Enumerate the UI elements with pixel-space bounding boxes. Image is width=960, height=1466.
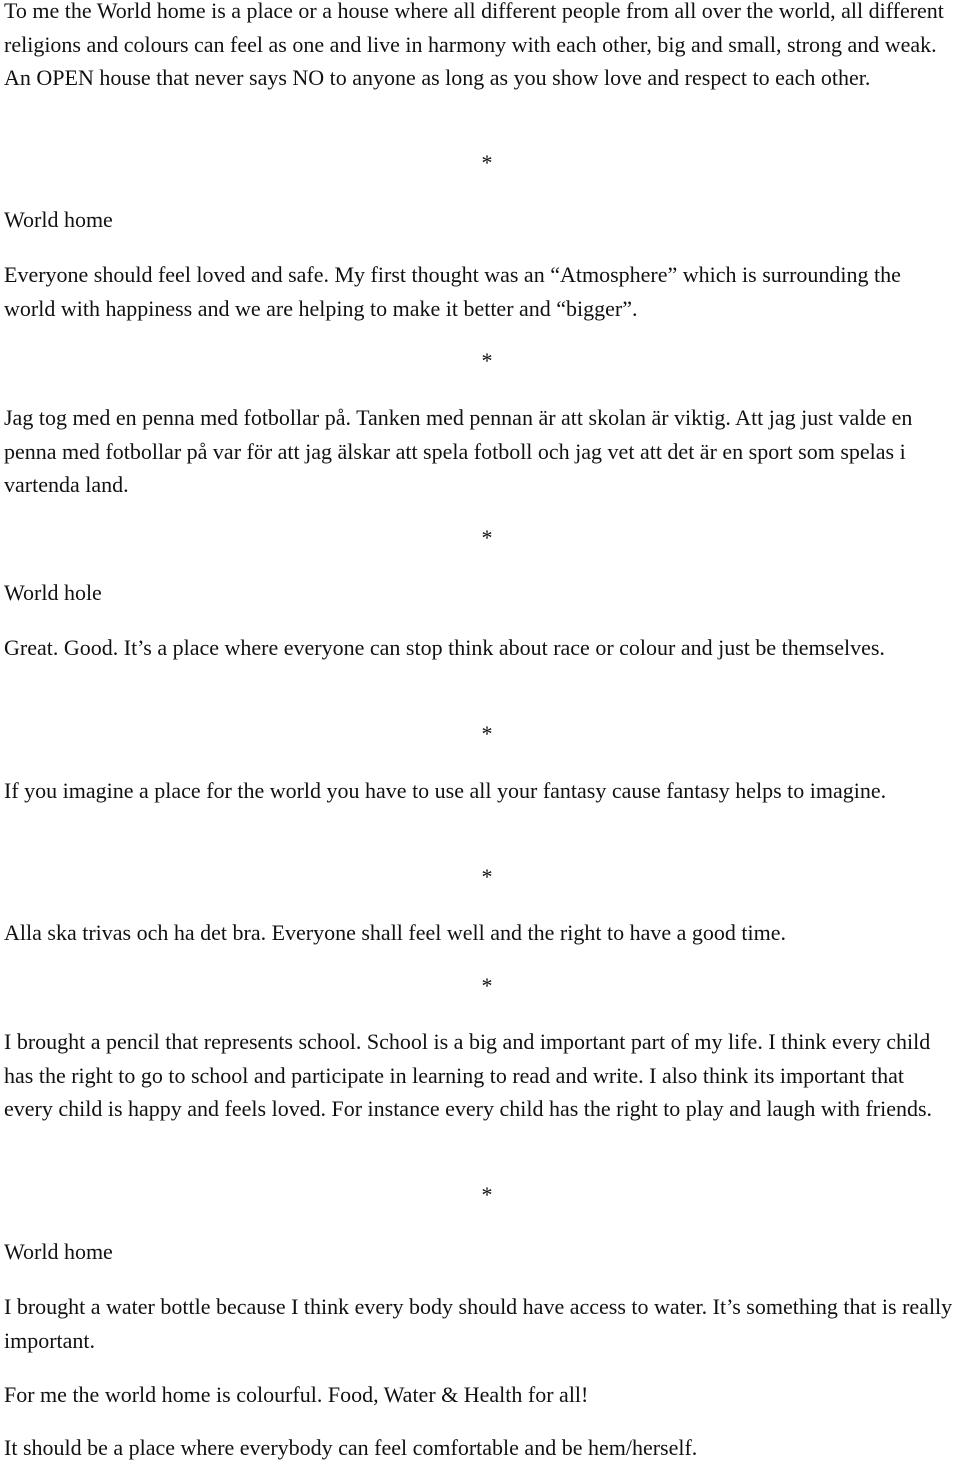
separator-asterisk: * bbox=[481, 150, 493, 175]
separator-asterisk: * bbox=[481, 348, 493, 373]
paragraph-alla-ska-trivas: Alla ska trivas och ha det bra. Everyone shall feel well and the right to have a good time. bbox=[4, 920, 786, 945]
paragraph-pencil-school: I brought a pencil that represents school. School is a big and important part of my life. I think every child has the right to go to school and participate in learning to read and write. I also think its important that every child is happy and feels loved. For instance every child has the right to play and laugh with friends. bbox=[4, 1029, 933, 1121]
paragraph-loved-safe: Everyone should feel loved and safe. My first thought was an “Atmosphere” which is surrounding the world with happiness and we are helping to make it better and “bigger”. bbox=[4, 262, 901, 321]
separator-asterisk: * bbox=[481, 973, 493, 998]
paragraph-colourful: For me the world home is colourful. Food, Water & Health for all! bbox=[4, 1382, 589, 1407]
separator-asterisk: * bbox=[481, 1182, 493, 1207]
heading-world-home: World home bbox=[4, 207, 113, 232]
paragraph-imagine: If you imagine a place for the world you have to use all your fantasy cause fantasy helps to imagine. bbox=[4, 778, 887, 803]
paragraph-swedish-pen: Jag tog med en penna med fotbollar på. Tanken med pennan är att skolan är viktig. Att jag just valde en penna med fotbollar på var för att jag älskar att spela fotboll och jag vet att det är en sport som spelas i vartenda land. bbox=[4, 405, 913, 497]
separator-asterisk: * bbox=[481, 721, 493, 746]
heading-world-hole: World hole bbox=[4, 580, 102, 605]
heading-world-home-2: World home bbox=[4, 1239, 113, 1264]
paragraph-comfortable: It should be a place where everybody can feel comfortable and be hem/herself. bbox=[4, 1435, 698, 1460]
paragraph-intro: To me the World home is a place or a house where all different people from all over the world, all different religions and colours can feel as one and live in harmony with each other, big and small, strong and weak. An OPEN house that never says NO to anyone as long as you show love and respect to each other. bbox=[4, 0, 944, 90]
paragraph-water-bottle: I brought a water bottle because I think every body should have access to water. It’s something that is really important. bbox=[4, 1294, 953, 1353]
paragraph-great-good: Great. Good. It’s a place where everyone can stop think about race or colour and just be themselves. bbox=[4, 635, 885, 660]
separator-asterisk: * bbox=[481, 525, 493, 550]
separator-asterisk: * bbox=[481, 864, 493, 889]
